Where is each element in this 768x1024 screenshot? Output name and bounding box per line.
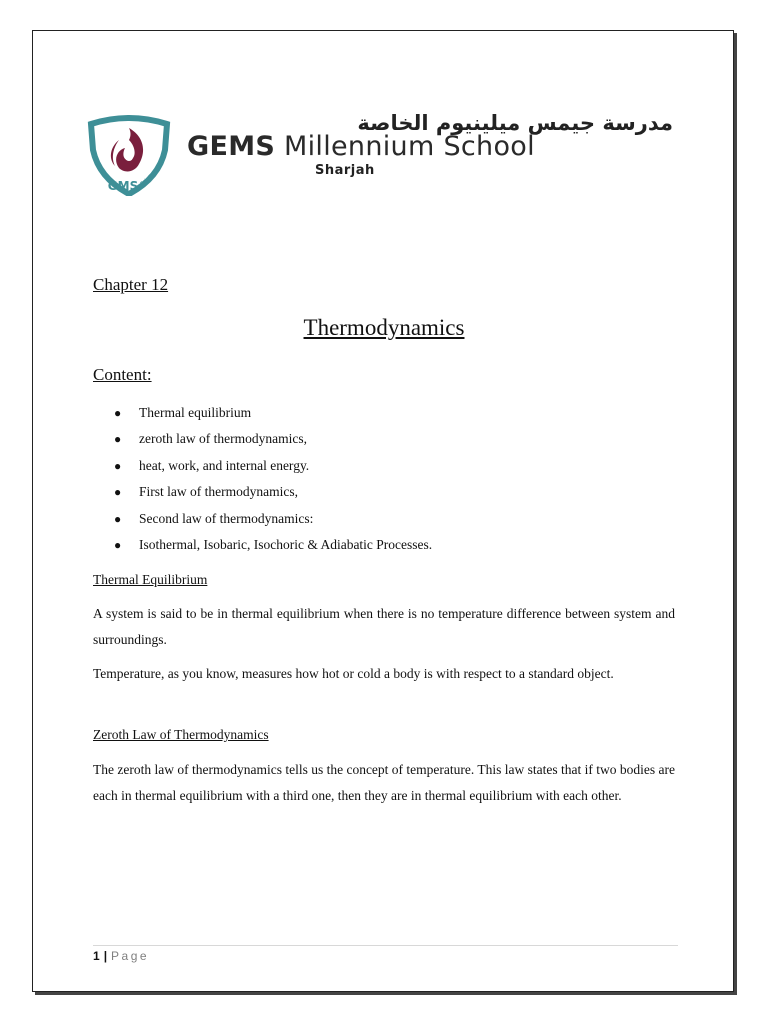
content-list [114, 402, 432, 560]
list-item-text: Second law of thermodynamics: [139, 510, 314, 526]
list-item-text: Isothermal, Isobaric, Isochoric & Adiabatic Processes. [139, 536, 433, 552]
school-city: Sharjah [315, 163, 375, 178]
list-item-text: zeroth law of thermodynamics, [139, 431, 307, 447]
list-item [114, 402, 432, 428]
bullet-icon: ● [114, 458, 122, 473]
page-footer [93, 948, 149, 964]
bullet-icon: ● [114, 432, 122, 447]
footer-divider [93, 945, 678, 946]
school-name-arabic: مدرسة جيمس ميلينيوم الخاصة [357, 111, 673, 135]
list-item-text: Thermal equilibrium [139, 405, 252, 420]
logo-mark-text: GMS [107, 179, 139, 193]
list-item [114, 508, 432, 534]
bullet-icon: ● [114, 537, 122, 552]
footer-separator: | [103, 949, 108, 963]
paragraph: The zeroth law of thermodynamics tells us the concept of temperature. This law states that if two bodies are each in thermal equilibrium with a third one, then they are in thermal equilibrium with each other. [93, 762, 675, 803]
list-item [114, 428, 432, 454]
section-heading-thermal-equilibrium: Thermal Equilibrium [93, 572, 208, 587]
page-title: Thermodynamics [303, 315, 465, 340]
logo-est-text: Est. 2008 [139, 167, 162, 188]
content-heading: Content: [93, 365, 152, 384]
list-item-text: heat, work, and internal energy. [139, 457, 310, 473]
list-item [114, 481, 432, 507]
paragraph: Temperature, as you know, measures how hot or cold a body is with respect to a standard object. [93, 666, 614, 681]
shield-logo-icon [85, 110, 173, 196]
list-item [114, 534, 432, 560]
bullet-icon: ● [114, 485, 122, 500]
school-name-gems: GEMS [187, 131, 276, 162]
paragraph: A system is said to be in thermal equilibrium when there is no temperature difference between system and surroundings. [93, 606, 675, 647]
page-number: 1 [93, 949, 100, 963]
school-name-rest: Millennium School [284, 131, 535, 162]
chapter-label: Chapter 12 [93, 275, 169, 294]
list-item-text: First law of thermodynamics, [139, 484, 298, 500]
list-item [114, 455, 432, 481]
school-logo [85, 108, 677, 198]
page-label: Page [111, 949, 150, 963]
section-heading-zeroth-law: Zeroth Law of Thermodynamics [93, 727, 269, 742]
bullet-icon: ● [114, 511, 122, 526]
bullet-icon: ● [114, 406, 122, 420]
school-name [187, 130, 535, 164]
